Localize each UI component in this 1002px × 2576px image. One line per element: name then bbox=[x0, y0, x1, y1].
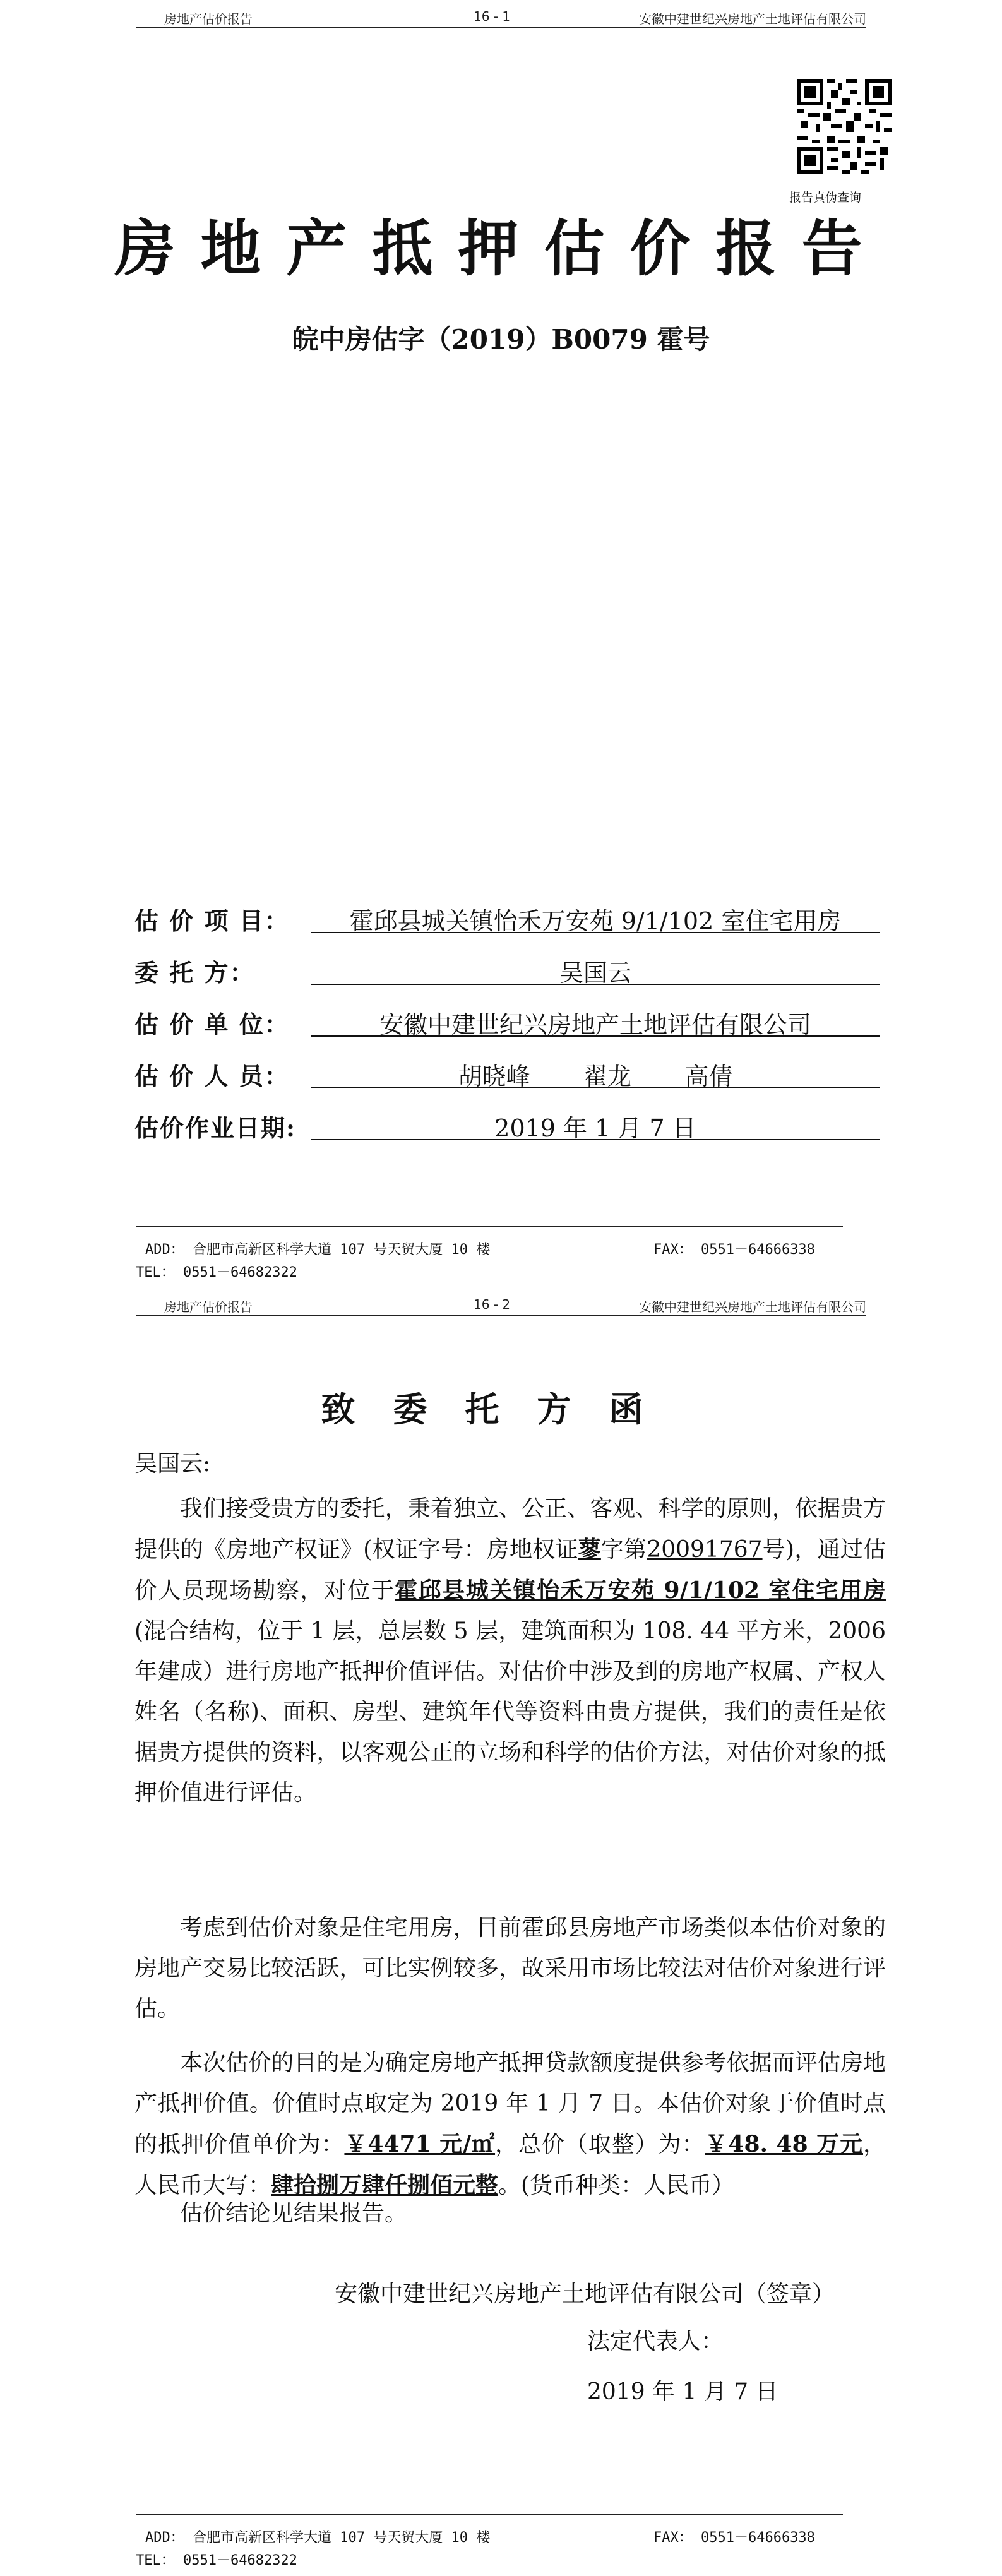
header-left: 房地产估价报告 bbox=[164, 1299, 253, 1315]
page-header bbox=[136, 4, 866, 25]
letter-page bbox=[0, 1288, 1002, 2576]
p1-text: 我们接受贵方的委托，秉着独立、公正、客观、科学的原则，依据贵方提供的《房地产权证》(权证字号：房地权证 bbox=[134, 1496, 886, 1563]
p1-text: 字第 bbox=[600, 1537, 647, 1563]
cert-char: 蓼 bbox=[578, 1536, 601, 1563]
info-row-project bbox=[134, 897, 880, 936]
paragraph-4: 估价结论见结果报告。 bbox=[180, 2200, 408, 2226]
header-page-number: 16 - 1 bbox=[474, 9, 511, 24]
info-label: 估价作业日期: bbox=[134, 1114, 297, 1142]
p1-text: (混合结构，位于 1 层，总层数 5 层，建筑面积为 108. 44 平方米，2006 年建成）进行房地产抵押价值评估。对估价中涉及到的房地产权属、产权人姓名（名称)、面积、房型、建筑年代等资料由贵方提供，我们的责任是依据贵方提供的资料，以客观公正的立场和科学的估价方法，对估价对象的抵押价值进行评估。 bbox=[134, 1618, 886, 1806]
signature-representative: 法定代表人： bbox=[587, 2329, 724, 2354]
info-value: 霍邱县城关镇怡禾万安苑 9/1/102 室住宅用房 bbox=[311, 902, 880, 933]
qr-code-icon[interactable] bbox=[797, 79, 892, 174]
p3-text: ，人民币大写： bbox=[134, 2132, 886, 2198]
footer-tel: TEL： 0551－64682322 bbox=[136, 1265, 297, 1280]
footer-fax: FAX： 0551－64666338 bbox=[653, 2530, 815, 2546]
footer-rule bbox=[136, 1226, 843, 1227]
footer-address: ADD： 合肥市高新区科学大道 107 号天贸大厦 10 楼 bbox=[145, 2530, 491, 2546]
footer-address: ADD： 合肥市高新区科学大道 107 号天贸大厦 10 楼 bbox=[145, 1242, 491, 1258]
signature-company: 安徽中建世纪兴房地产土地评估有限公司（签章） bbox=[335, 2281, 835, 2307]
total-price-chinese: 肆拾捌万肆仟捌佰元整 bbox=[271, 2172, 499, 2198]
header-company: 安徽中建世纪兴房地产土地评估有限公司 bbox=[639, 11, 866, 27]
qr-caption: 报告真伪查询 bbox=[789, 191, 862, 205]
footer-tel: TEL： 0551－64682322 bbox=[136, 2553, 297, 2568]
info-row-date bbox=[134, 1104, 880, 1143]
property-address: 霍邱县城关镇怡禾万安苑 9/1/102 室住宅用房 bbox=[395, 1577, 886, 1604]
unit-price: ￥4471 元/㎡ bbox=[344, 2131, 496, 2157]
salutation: 吴国云: bbox=[134, 1451, 211, 1477]
info-value: 安徽中建世纪兴房地产土地评估有限公司 bbox=[311, 1005, 880, 1037]
footer-fax: FAX： 0551－64666338 bbox=[653, 1242, 815, 1258]
signature-date: 2019 年 1 月 7 日 bbox=[587, 2379, 778, 2405]
header-rule bbox=[136, 1315, 866, 1316]
document-number: 皖中房估字（2019）B0079 霍号 bbox=[292, 324, 710, 355]
info-row-appraisers bbox=[134, 1052, 880, 1091]
total-price: ￥48. 48 万元 bbox=[705, 2131, 863, 2157]
p1-text: 号)，通过估价人员现场勘察，对位于 bbox=[134, 1537, 886, 1604]
paragraph-2: 考虑到估价对象是住宅用房，目前霍邱县房地产市场类似本估价对象的房地产交易比较活跃，可比实例较多，故采用市场比较法对估价对象进行评估。 bbox=[134, 1915, 886, 2022]
cert-number: 20091767 bbox=[647, 1537, 763, 1563]
info-label: 估 价 项 目： bbox=[134, 907, 290, 935]
info-value: 吴国云 bbox=[311, 953, 880, 985]
header-company: 安徽中建世纪兴房地产土地评估有限公司 bbox=[639, 1299, 866, 1315]
header-left: 房地产估价报告 bbox=[164, 11, 253, 27]
header-rule bbox=[136, 27, 866, 28]
info-row-client bbox=[134, 948, 880, 987]
report-title: 房地产抵押估价报告 bbox=[114, 213, 888, 284]
info-row-unit bbox=[134, 1000, 880, 1039]
header-page-number: 16 - 2 bbox=[474, 1297, 511, 1312]
info-label: 估 价 人 员： bbox=[134, 1062, 290, 1090]
info-value: 2019 年 1 月 7 日 bbox=[311, 1109, 880, 1140]
p3-text: 本次估价的目的是为确定房地产抵押贷款额度提供参考依据而评估房地产抵押价值。价值时点取定为 2019 年 1 月 7 日。本估价对象于价值时点的抵押价值单价为： bbox=[134, 2050, 886, 2157]
paragraph-3 bbox=[134, 2043, 886, 2206]
p3-text: ，总价（取整）为： bbox=[495, 2132, 705, 2157]
info-label: 估 价 单 位： bbox=[134, 1010, 290, 1039]
p3-text: 。(货币种类：人民币） bbox=[498, 2173, 735, 2198]
letter-title: 致委托方函 bbox=[321, 1389, 681, 1429]
page-header bbox=[136, 1292, 866, 1313]
info-value: 胡晓峰 翟龙 高倩 bbox=[311, 1057, 880, 1088]
footer-rule bbox=[136, 2514, 843, 2515]
info-label: 委 托 方： bbox=[134, 958, 255, 987]
paragraph-1 bbox=[134, 1489, 886, 1813]
